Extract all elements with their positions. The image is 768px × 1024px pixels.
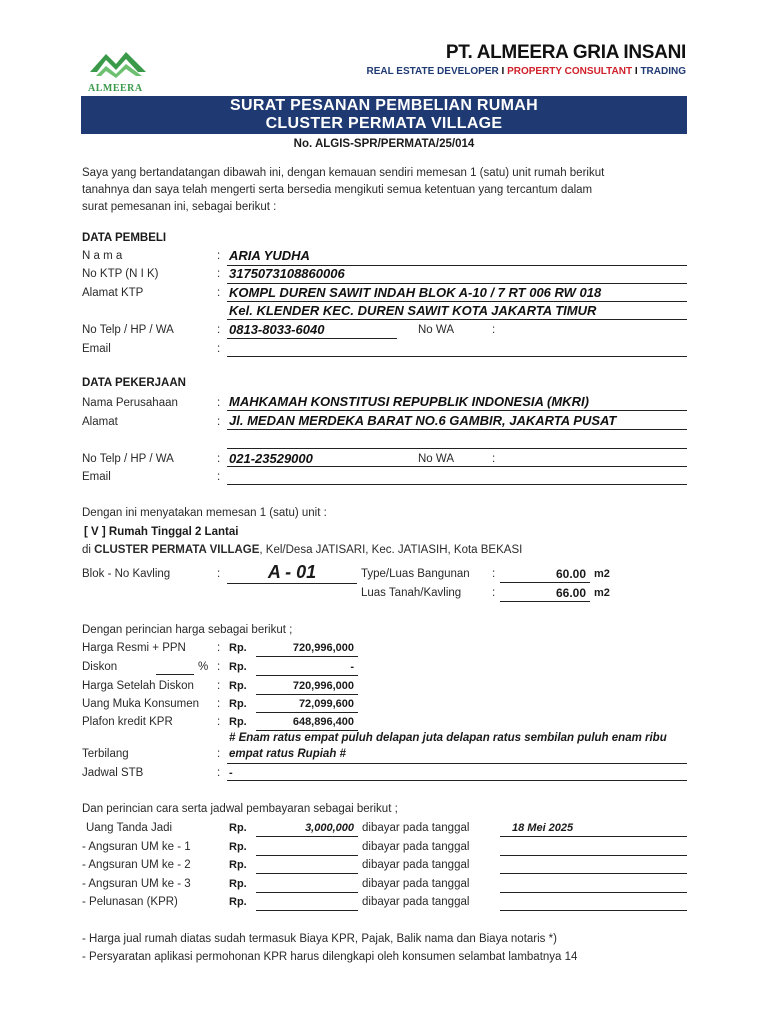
payment-date-line (500, 910, 687, 911)
payment-rp: Rp. (229, 822, 247, 834)
unit-statement: Dengan ini menyatakan memesan 1 (satu) unit : (82, 507, 327, 519)
note-2: - Persyaratan aplikasi permohonan KPR harus dilengkapi oleh konsumen selambat lambatnya 14 (82, 951, 578, 963)
logo-mark-icon (86, 44, 156, 78)
buyer-heading: DATA PEMBELI (82, 232, 167, 244)
buyer-phone-line (227, 338, 397, 339)
buyer-address-line-2-rule (227, 319, 687, 320)
rp-label: Rp. (229, 680, 247, 692)
payment-rp: Rp. (229, 878, 247, 890)
blok-value: A - 01 (267, 562, 317, 582)
colon: : (492, 587, 496, 599)
payment-amount-line (256, 855, 358, 856)
work-company-label: Nama Perusahaan (82, 397, 178, 409)
work-wa-label: No WA (418, 453, 454, 465)
tag-sep-1: I (501, 66, 505, 77)
tag-real-estate: REAL ESTATE DEVELOPER (366, 66, 499, 77)
price-intro: Dengan perincian harga sebagai berikut ; (82, 624, 293, 636)
buyer-email-line (227, 356, 687, 357)
unit-location (82, 544, 522, 556)
price-after-line (256, 694, 358, 695)
building-value: 60.00 (555, 567, 586, 581)
colon: : (217, 453, 221, 465)
colon: : (217, 716, 221, 728)
work-email-line (227, 484, 687, 485)
company-name: PT. ALMEERA GRIA INSANI (445, 42, 686, 63)
colon: : (217, 661, 221, 673)
price-words-line-1: # Enam ratus empat puluh delapan juta delapan ratus sembilan puluh enam ribu (229, 732, 667, 744)
colon: : (492, 324, 496, 336)
title-line-2: CLUSTER PERMATA VILLAGE (265, 115, 503, 132)
colon: : (492, 453, 496, 465)
stb-line (227, 780, 687, 781)
colon: : (217, 250, 221, 262)
colon: : (217, 324, 221, 336)
work-email-label: Email (82, 471, 111, 483)
payment-rp: Rp. (229, 859, 247, 871)
land-label: Luas Tanah/Kavling (361, 587, 462, 599)
tag-sep-2: I (634, 66, 638, 77)
work-heading: DATA PEKERJAAN (82, 377, 186, 389)
price-kpr-label: Plafon kredit KPR (82, 716, 173, 728)
company-logo (86, 44, 156, 94)
unit-cluster: CLUSTER PERMATA VILLAGE (94, 544, 260, 556)
payment-amount-line (256, 910, 358, 911)
payment-amount-line (256, 892, 358, 893)
building-unit: m2 (594, 568, 610, 580)
payment-row-label: - Angsuran UM ke - 2 (82, 859, 191, 871)
building-label: Type/Luas Bangunan (361, 568, 470, 580)
discount-pct-sign: % (198, 661, 209, 673)
buyer-name-label: N a m a (82, 250, 123, 262)
buyer-address-line-1: KOMPL DUREN SAWIT INDAH BLOK A-10 / 7 RT 006 RW 018 (229, 285, 602, 300)
payment-paid-on: dibayar pada tanggal (362, 878, 470, 890)
land-line (500, 601, 590, 602)
colon: : (217, 268, 221, 280)
blok-label: Blok - No Kavling (82, 568, 171, 580)
price-discount-line (256, 675, 358, 676)
buyer-name-value: ARIA YUDHA (229, 248, 310, 263)
price-official-line (256, 656, 358, 657)
work-address-value: Jl. MEDAN MERDEKA BARAT NO.6 GAMBIR, JAKARTA PUSAT (229, 413, 617, 428)
colon: : (217, 767, 221, 779)
blok-line (227, 583, 357, 584)
payment-paid-on: dibayar pada tanggal (362, 822, 470, 834)
payment-date-line (500, 873, 687, 874)
colon: : (217, 748, 221, 760)
price-dp-line (256, 712, 358, 713)
payment-paid-on: dibayar pada tanggal (362, 841, 470, 853)
unit-location-prefix: di (82, 544, 95, 556)
colon: : (217, 680, 221, 692)
colon: : (217, 642, 221, 654)
colon: : (217, 698, 221, 710)
colon: : (217, 287, 221, 299)
payment-row-label: - Angsuran UM ke - 1 (82, 841, 191, 853)
price-words-label: Terbilang (82, 748, 129, 760)
buyer-phone-value: 0813-8033-6040 (229, 322, 325, 337)
buyer-ktp-value: 3175073108860006 (229, 266, 345, 281)
work-phone-label: No Telp / HP / WA (82, 453, 174, 465)
price-kpr-value: 648,896,400 (292, 716, 354, 728)
unit-type-line: [ V ] Rumah Tinggal 2 Lantai (84, 526, 239, 538)
payment-date: 18 Mei 2025 (512, 822, 574, 834)
buyer-address-line-2: Kel. KLENDER KEC. DUREN SAWIT KOTA JAKARTA TIMUR (229, 303, 597, 318)
work-phone-value: 021-23529000 (229, 451, 313, 466)
company-tagline (366, 66, 686, 77)
document-number: No. ALGIS-SPR/PERMATA/25/014 (293, 138, 475, 150)
buyer-address-line-1-rule (227, 301, 687, 302)
stb-label: Jadwal STB (82, 767, 144, 779)
colon: : (492, 568, 496, 580)
unit-location-rest: , Kel/Desa JATISARI, Kec. JATIASIH, Kota BEKASI (259, 544, 523, 556)
discount-pct-line (156, 674, 194, 675)
price-kpr-line (256, 730, 358, 731)
payment-row-label: Uang Tanda Jadi (86, 822, 173, 834)
intro-line-3: surat pemesanan ini, sebagai berikut : (82, 201, 277, 213)
payment-date-line (500, 855, 687, 856)
intro-line-2: tanahnya dan saya telah mengerti serta bersedia mengikuti semua ketentuan yang tercantum dalam (82, 184, 593, 196)
payment-amount: 3,000,000 (305, 822, 354, 834)
land-unit: m2 (594, 587, 610, 599)
colon: : (217, 568, 221, 580)
buyer-phone-label: No Telp / HP / WA (82, 324, 174, 336)
price-words-rule (227, 763, 687, 764)
rp-label: Rp. (229, 661, 247, 673)
stb-value: - (229, 767, 233, 779)
colon: : (217, 343, 221, 355)
colon: : (217, 471, 221, 483)
rp-label: Rp. (229, 698, 247, 710)
payment-date-line (500, 892, 687, 893)
payment-paid-on: dibayar pada tanggal (362, 859, 470, 871)
price-dp-value: 72,099,600 (298, 698, 354, 710)
colon: : (217, 397, 221, 409)
work-address-line-2 (227, 448, 687, 449)
work-address-label: Alamat (82, 416, 118, 428)
note-1: - Harga jual rumah diatas sudah termasuk Biaya KPR, Pajak, Balik nama dan Biaya notaris *) (82, 933, 557, 945)
price-official-label: Harga Resmi + PPN (82, 642, 186, 654)
rp-label: Rp. (229, 642, 247, 654)
payment-rp: Rp. (229, 841, 247, 853)
colon: : (217, 416, 221, 428)
price-discount-label: Diskon (82, 661, 118, 673)
payment-amount-line (256, 836, 358, 837)
price-after-value: 720,996,000 (292, 680, 354, 692)
work-phone-line (227, 466, 687, 467)
tag-property: PROPERTY CONSULTANT (507, 66, 633, 77)
payment-amount-line (256, 873, 358, 874)
payment-paid-on: dibayar pada tanggal (362, 896, 470, 908)
work-company-value: MAHKAMAH KONSTITUSI REPUPBLIK INDONESIA (MKRI) (229, 394, 589, 409)
payment-rp: Rp. (229, 896, 247, 908)
buyer-email-label: Email (82, 343, 111, 355)
work-company-line (227, 410, 687, 411)
price-dp-label: Uang Muka Konsumen (82, 698, 199, 710)
rp-label: Rp. (229, 716, 247, 728)
price-discount-value: - (350, 661, 354, 673)
title-line-1: SURAT PESANAN PEMBELIAN RUMAH (230, 97, 538, 114)
price-after-label: Harga Setelah Diskon (82, 680, 194, 692)
building-line (500, 582, 590, 583)
intro-line-1: Saya yang bertandatangan dibawah ini, dengan kemauan sendiri memesan 1 (satu) unit rumah berikut (82, 167, 605, 179)
logo-text: ALMEERA (88, 83, 143, 94)
land-value: 66.00 (555, 586, 586, 600)
buyer-address-label: Alamat KTP (82, 287, 144, 299)
payment-row-label: - Pelunasan (KPR) (82, 896, 178, 908)
work-address-line (227, 429, 687, 430)
buyer-wa-label: No WA (418, 324, 454, 336)
buyer-ktp-label: No KTP (N I K) (82, 268, 159, 280)
tag-trading: TRADING (640, 66, 686, 77)
payment-intro: Dan perincian cara serta jadwal pembayaran sebagai berikut ; (82, 803, 398, 815)
price-words-line-2: empat ratus Rupiah # (229, 748, 346, 760)
payment-row-label: - Angsuran UM ke - 3 (82, 878, 191, 890)
payment-date-line (500, 836, 687, 837)
document-title-bar (81, 96, 687, 134)
buyer-ktp-line (227, 283, 687, 284)
price-official-value: 720,996,000 (292, 642, 354, 654)
